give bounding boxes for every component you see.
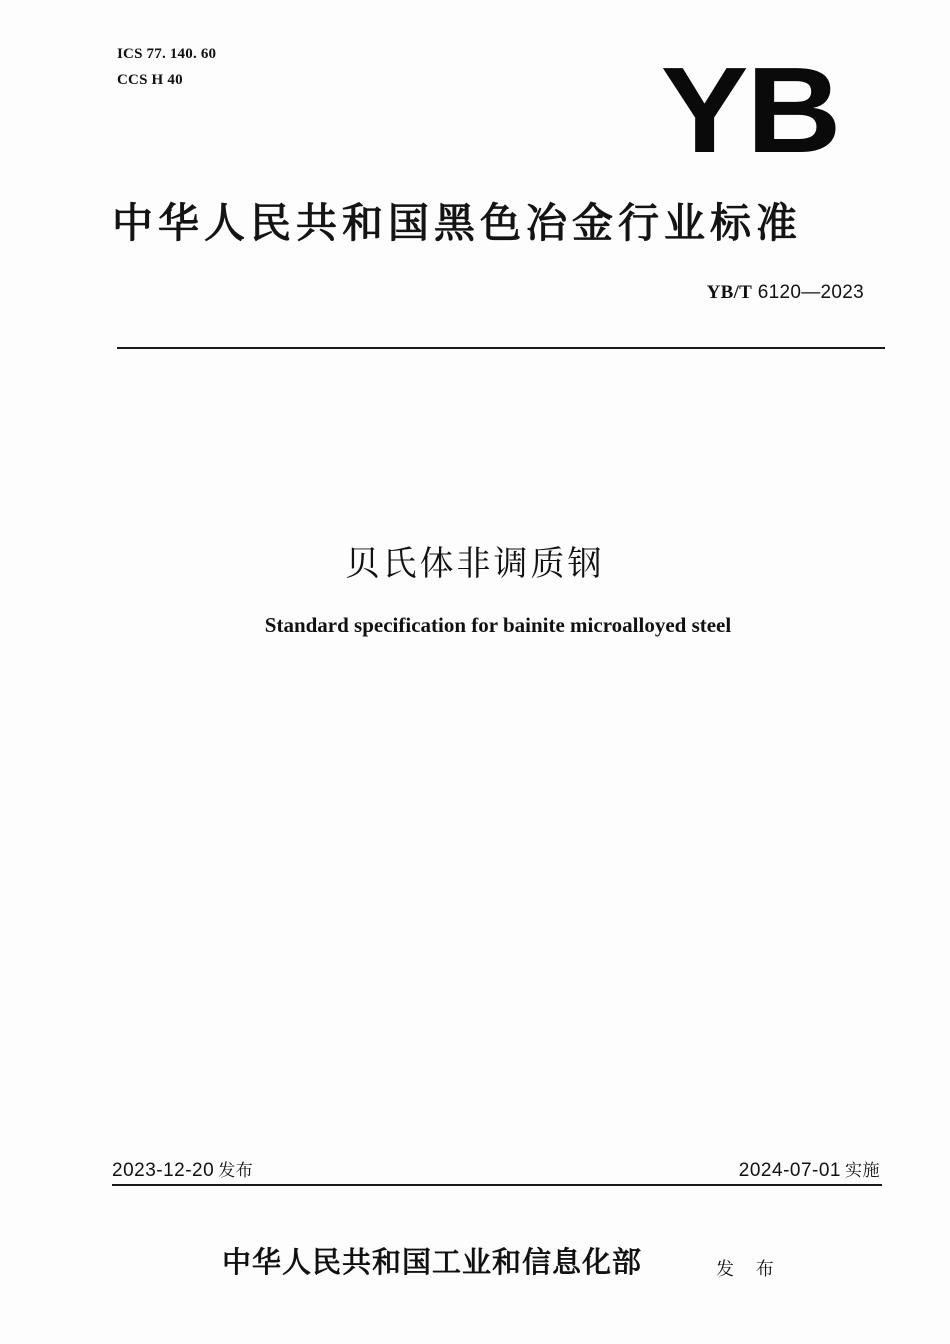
issue-date: 2023-12-20 <box>112 1160 215 1181</box>
ics-code: ICS 77. 140. 60 <box>117 46 217 62</box>
effective-date-line <box>739 1156 880 1182</box>
publisher-name: 中华人民共和国工业和信息化部 <box>222 1245 643 1279</box>
standard-category-title: 中华人民共和国黑色冶金行业标准 <box>112 199 802 247</box>
yb-logo: YB <box>660 42 840 178</box>
publish-label: 发 布 <box>716 1259 782 1280</box>
top-divider <box>117 347 885 349</box>
standard-number-value: 6120—2023 <box>757 282 864 303</box>
document-title-english: Standard specification for bainite microalloyed steel <box>264 613 732 637</box>
issue-label: 发布 <box>218 1161 254 1181</box>
ccs-code: CCS H 40 <box>117 72 183 88</box>
effective-date: 2024-07-01 <box>738 1160 841 1181</box>
issue-date-line <box>112 1156 253 1182</box>
document-title-chinese: 贝氏体非调质钢 <box>345 544 605 584</box>
standard-code: YB/T <box>706 282 753 303</box>
bottom-divider <box>112 1184 882 1186</box>
effective-label: 实施 <box>845 1161 880 1181</box>
standard-number <box>707 282 864 304</box>
